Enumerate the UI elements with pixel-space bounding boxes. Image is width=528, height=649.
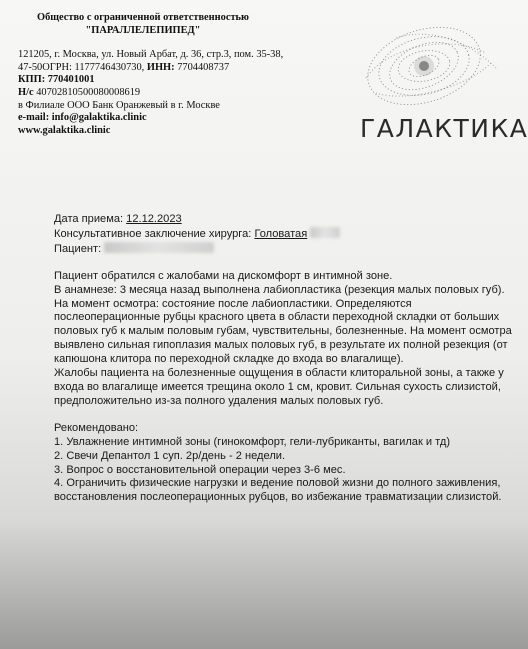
kpp-line: КПП: 770401001 (18, 74, 95, 86)
recommendation-item: 1. Увлажнение интимной зоны (гинокомфорт, гели-лубриканты, вагилак и тд) (54, 435, 451, 448)
company-legal-form: Общество с ограниченной ответственностью (36, 12, 249, 23)
bank-line: в Филиале ООО Банк Оранжевый в г. Москве (18, 99, 220, 111)
company-address-line2 (18, 62, 338, 75)
complaints-detail-paragraph: Жалобы пациента на болезненные ощущения в области клиторальной зоны, а также у входа во влагалище имеется трещина около 1 см, кровит. Сильная сухость слизистой, предположительно из-за полного удаления малых половых губ. (54, 367, 504, 407)
complaint-paragraph: Пациент обратился с жалобами на дискомфорт в интимной зоне. (54, 269, 393, 282)
inn-value: 7704408737 (174, 61, 230, 73)
patient-label: Пациент: (54, 242, 102, 255)
conclusion-line (54, 227, 516, 242)
email-line: e-mail: info@galaktika.clinic (18, 112, 147, 124)
date-label: Дата приема: (54, 213, 127, 225)
examination-paragraph: На момент осмотра: состояние после лабиопластики. Определяются послеоперационные рубцы красного цвета в области переходной складки от больших половых губ к малым половым губам, чувствительны, болезненные. На момент осмотра выявлено сильная гипоплазия малых половых губ, в результате их полной резекция (от капюшона клитора по переходной складке до входа во влагалище). (54, 297, 512, 366)
recommendations-title: Рекомендовано: (54, 421, 139, 434)
company-address-line1: 121205, г. Москва, ул. Новый Арбат, д. 36, стр.3, пом. 35-38, (18, 49, 284, 61)
ogrn-text: 47-50ОГРН: 1177746430730, (18, 61, 147, 73)
redacted-patient-name (104, 242, 214, 253)
patient-line (54, 242, 516, 257)
logo-wordmark: ГАЛАКТИКА (360, 114, 528, 143)
date-value: 12.12.2023 (126, 213, 182, 225)
conclusion-label: Консультативное заключение хирурга: (54, 227, 255, 240)
account-line (18, 87, 338, 100)
anamnesis-paragraph: В анамнезе: 3 месяца назад выполнена лабиопластика (резекция малых половых губ). (54, 283, 505, 296)
document-body (54, 213, 516, 505)
account-label: Н/с (18, 86, 34, 98)
recommendation-item: 3. Вопрос о восстановительной операции через 3-6 мес. (54, 463, 346, 476)
date-line (54, 213, 516, 227)
company-header (18, 12, 338, 137)
account-value: 40702810500080008619 (33, 86, 141, 98)
surgeon-name: Головатая (254, 227, 308, 240)
website-line: www.galaktika.clinic (18, 124, 111, 136)
inn-label: ИНН: (146, 61, 175, 73)
recommendation-item: 4. Ограничить физические нагрузки и ведение половой жизни до полного заживления, восстановления послеоперационных рубцов, во избежание травматизации слизистой. (54, 477, 502, 504)
redacted-text (310, 227, 340, 238)
company-name: "ПАРАЛЛЕЛЕПИПЕД" (85, 24, 201, 36)
recommendation-item: 2. Свечи Депантол 1 суп. 2р/день - 2 недели. (54, 449, 286, 462)
